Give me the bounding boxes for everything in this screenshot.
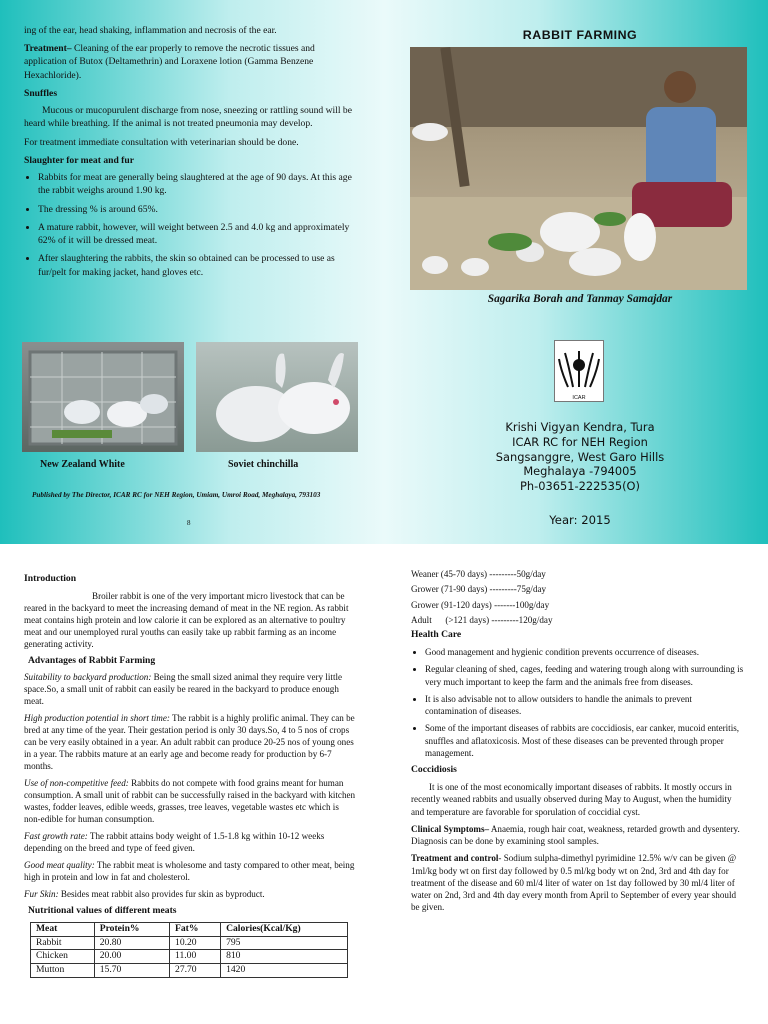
address-line: Ph-03651-222535(O)	[520, 479, 640, 494]
caption-soviet-chinchilla: Soviet chinchilla	[228, 459, 299, 470]
new-zealand-white-photo	[22, 342, 184, 452]
list-item: • Some of the important diseases of rabbits are coccidiosis, ear canker, mucoid enteritis, snuffles and aflatoxicosis. Most of these diseases can be prevented through proper management.	[425, 722, 746, 759]
clinical-label: Clinical Symptoms–	[411, 823, 490, 834]
slaughter-heading: Slaughter for meat and fur	[24, 154, 134, 166]
page-number: 8	[187, 519, 191, 527]
treatment-text: Cleaning of the ear properly to remove the necrotic tissues and application of Butox (Deltamethrin) and Loraxene lotion (Gamma Benzene Hexachloride).	[24, 43, 315, 81]
snuffles-heading: Snuffles	[24, 87, 58, 99]
farmer-with-rabbits-image	[410, 47, 747, 290]
kvk-address	[410, 420, 750, 494]
cage-rabbits-image	[22, 342, 184, 452]
address-line: Sangsanggre, West Garo Hills	[495, 449, 665, 464]
list-item: • A mature rabbit, however, will weight between 2.5 and 4.0 kg and approximately 62% of it will be dressed meat.	[38, 221, 354, 247]
introduction-heading: Introduction	[24, 573, 77, 584]
advantages-heading: Advantages of Rabbit Farming	[28, 654, 156, 666]
clinical-symptoms	[411, 823, 746, 848]
treatment-control	[411, 852, 746, 913]
advantage-item: Use of non-competitive feed: Rabbits do not compete with food grains meant for human consumption. A small unit of rabbit can be successfully raised in the backyard with kitchen wastes, fodder leaves, edible weeds, grasses, tree leaves, vegetable wastes etc which is non-edible for human consumption.	[24, 778, 356, 825]
logo-label: ICAR	[572, 395, 586, 401]
introduction-column	[24, 570, 357, 978]
list-item: • Regular cleaning of shed, cages, feeding and watering trough along with surrounding is very much important to keep the farm and the animals free from diseases.	[425, 663, 746, 688]
cover-photo	[410, 47, 747, 290]
coccidiosis-heading: Coccidiosis	[411, 764, 457, 776]
health-care-heading: Health Care	[411, 629, 462, 641]
wheat-logo-icon	[555, 341, 603, 391]
feed-row: Grower (91-120 days) -------100g/day	[411, 599, 550, 610]
treatment-label: Treatment–	[24, 43, 72, 55]
address-line: Krishi Vigyan Kendra, Tura	[505, 420, 655, 434]
chinchilla-rabbits-image	[196, 342, 358, 452]
table-header-row	[31, 922, 348, 936]
slaughter-list	[24, 171, 354, 279]
soviet-chinchilla-photo	[196, 342, 358, 452]
list-item: • It is also advisable not to allow outsiders to handle the animals to prevent contamination of diseases.	[425, 693, 746, 718]
clinical-text: Anaemia, rough hair coat, weakness, retarded growth and dysentery. Diagnosis can be done by examining stool samples.	[411, 823, 740, 847]
advantage-item: Fast growth rate: The rabbit attains body weight of 1.5-1.8 kg within 10-12 weeks depending on the breed and type of feed given.	[24, 831, 325, 854]
list-item: • The dressing % is around 65%.	[38, 203, 354, 216]
list-item: • Rabbits for meat are generally being slaughtered at the age of 90 days. At this age the rabbit weighs around 1.90 kg.	[38, 171, 354, 197]
coccidiosis-text: It is one of the most economically important diseases of rabbits. It mostly occurs in recently weaned rabbits and usually observed during May to August, when the humidity and temperature are favorable for sporulation of coccidial cyst.	[411, 782, 732, 817]
feed-row: Grower (71-90 days) ---------75g/day	[411, 584, 547, 595]
snuffles-text: Mucous or mucopurulent discharge from nose, sneezing or rattling sound will be heard while breathing. If the animal is not treated pneumonia may develop.	[24, 105, 352, 130]
health-column	[411, 568, 746, 919]
advantage-item: Fur Skin: Besides meat rabbit also provides fur skin as byproduct.	[24, 889, 265, 900]
address-line: ICAR RC for NEH Region	[512, 434, 648, 449]
advantage-item: High production potential in short time: The rabbit is a highly prolific animal. They can be bred at any time of the year. Their gestation period is only 30 days.So, 4 to 5 nos of crops can be very easily obtained in a year. An adult rabbit can produce 20-25 nos of young ones in a year. The rabbits mature at an early age and become ready for production by 6-7 months.	[24, 713, 355, 772]
snuffles-treatment: For treatment immediate consultation with veterinarian should be done.	[24, 136, 299, 148]
table-header: Fat%	[170, 922, 221, 936]
introduction-text: Broiler rabbit is one of the very important micro livestock that can be reared in the backyard to meet the increasing demand of meat in the NE region. As rabbit meat contains high protein and low calorie it can be explored as an alternative to poultry meat and our unemployed rural youths can easily take up rabbit farming as an income generating activity.	[24, 590, 349, 649]
table-header: Protein%	[94, 922, 169, 936]
treat-text: - Sodium sulpha-dimethyl pyrimidine 12.5% w/v can be given @ 1ml/kg body wt on first day followed by 0.5 ml/kg body wt on 2nd, 3rd and 4th day for treatment of the disease and 60 ml/4 liter of water on 1st day followed by 30 ml/4 liter of water on 2nd, 3rd and 4th day every month from April to September of every year should be given.	[411, 853, 737, 913]
caption-new-zealand-white: New Zealand White	[40, 459, 125, 470]
table-row: Chicken 20.00 11.00 810	[31, 950, 348, 964]
advantage-item: Suitability to backyard production: Being the small sized animal they require very little space.So, a small unit of rabbit can easily be reared in the backyard to produce enough meat.	[24, 672, 343, 707]
cover-authors: Sagarika Borah and Tanmay Samajdar	[487, 293, 673, 305]
nutrition-heading: Nutritional values of different meats	[28, 905, 177, 917]
nutrition-table	[30, 922, 348, 978]
health-care-list	[411, 646, 746, 759]
table-row: Rabbit 20.80 10.20 795	[31, 936, 348, 950]
publisher-note: Published by The Director, ICAR RC for NEH Region, Umiam, Umroi Road, Meghalaya, 793103	[32, 491, 321, 499]
list-item: • After slaughtering the rabbits, the skin so obtained can be processed to use as fur/pelt for making jacket, hand gloves etc.	[38, 252, 354, 278]
cover-title: RABBIT FARMING	[522, 28, 638, 42]
cover-year: Year: 2015	[549, 513, 611, 527]
feed-row: Weaner (45-70 days) ---------50g/day	[411, 569, 546, 579]
feed-row: Adult (>121 days) ---------120g/day	[411, 614, 553, 625]
ear-disease-text: ing of the ear, head shaking, inflammation and necrosis of the ear.	[24, 25, 277, 36]
table-header: Calories(Kcal/Kg)	[221, 922, 348, 936]
advantage-item: Good meat quality: The rabbit meat is wholesome and tasty compared to other meat, being high in protein and low in fat and cholesterol.	[24, 860, 355, 883]
icar-logo	[554, 340, 604, 402]
treat-label: Treatment and control	[411, 853, 499, 864]
table-header: Meat	[31, 922, 95, 936]
ear-treatment	[24, 42, 354, 82]
list-item: • Good management and hygienic condition prevents occurrence of diseases.	[425, 646, 746, 658]
back-page-column	[24, 24, 354, 284]
table-row: Mutton 15.70 27.70 1420	[31, 963, 348, 977]
address-line: Meghalaya -794005	[523, 464, 637, 479]
